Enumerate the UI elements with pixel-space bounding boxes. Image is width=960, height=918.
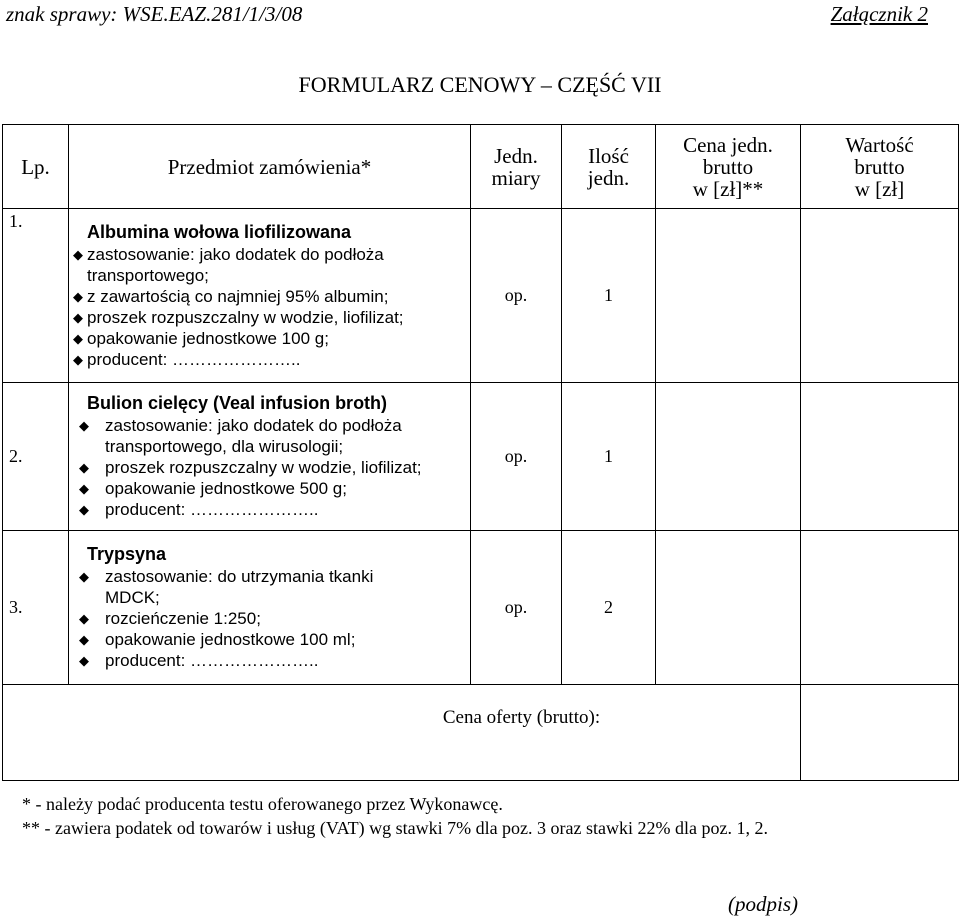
row-number: 3. (3, 531, 69, 685)
price-form-table (2, 124, 959, 781)
case-reference: znak sprawy: WSE.EAZ.281/1/3/08 (6, 2, 303, 26)
diamond-bullet-icon: ◆ (73, 351, 83, 367)
item-title: Bulion cielęcy (Veal infusion broth) (87, 393, 388, 413)
item-description (69, 209, 471, 383)
value-input-cell[interactable] (801, 209, 959, 383)
diamond-bullet-icon: ◆ (79, 418, 89, 433)
item-bullet-continuation: transportowego, dla wirusologii; (105, 437, 344, 456)
item-bullet: ◆ proszek rozpuszczalny w wodzie, liofilizat; (73, 457, 466, 478)
item-bullet: ◆ opakowanie jednostkowe 500 g; (73, 478, 466, 499)
diamond-bullet-icon: ◆ (73, 330, 83, 346)
footnote-producer: * - należy podać producenta testu oferowanego przez Wykonawcę. (22, 794, 503, 814)
diamond-bullet-icon: ◆ (79, 611, 89, 626)
item-bullet-continuation: transportowego; (87, 265, 209, 285)
col-header-value-line1: Wartość (845, 132, 914, 157)
table-row (3, 209, 959, 383)
table-row (3, 383, 959, 531)
item-bullet: ◆ rozcieńczenie 1:250; (73, 608, 466, 629)
col-header-unit-line1: Jedn. (494, 143, 538, 168)
diamond-bullet-icon: ◆ (73, 309, 83, 325)
quantity-cell: 1 (562, 209, 656, 383)
item-bullet: ◆ zastosowanie: jako dodatek do podłoża (73, 415, 466, 436)
diamond-bullet-icon: ◆ (79, 460, 89, 475)
col-header-unit-price (656, 125, 801, 209)
item-bullet-continuation: MDCK; (105, 588, 160, 607)
diamond-bullet-icon: ◆ (79, 502, 89, 517)
col-header-qty-line1: Ilość (588, 143, 629, 168)
col-header-unit (471, 125, 562, 209)
item-bullet: ◆ opakowanie jednostkowe 100 g; (73, 328, 329, 348)
diamond-bullet-icon: ◆ (73, 288, 83, 304)
item-title: Trypsyna (87, 544, 167, 564)
unit-cell: op. (471, 383, 562, 531)
item-bullet: ◆ producent: ………………….. (73, 349, 301, 369)
diamond-bullet-icon: ◆ (73, 246, 83, 262)
quantity-cell: 2 (562, 531, 656, 685)
quantity-cell: 1 (562, 383, 656, 531)
row-number: 2. (3, 383, 69, 531)
col-header-value-line2: brutto (854, 154, 905, 179)
item-bullet: ◆ opakowanie jednostkowe 100 ml; (73, 629, 466, 650)
row-number: 1. (3, 209, 69, 383)
col-header-unit-line2: miary (491, 165, 541, 190)
unit-cell: op. (471, 531, 562, 685)
col-header-subject: Przedmiot zamówienia* (69, 125, 471, 209)
item-title: Albumina wołowa liofilizowana (87, 221, 352, 242)
total-value-input-cell[interactable] (801, 685, 959, 781)
unit-price-input-cell[interactable] (656, 531, 801, 685)
item-bullet: ◆ producent: ………………….. (73, 650, 466, 671)
col-header-price-line1: Cena jedn. (683, 132, 773, 157)
unit-cell: op. (471, 209, 562, 383)
table-header-row (3, 125, 959, 209)
value-input-cell[interactable] (801, 531, 959, 685)
col-header-price-line2: brutto (702, 154, 754, 179)
total-row (3, 685, 959, 781)
col-header-price-line3: w [zł]** (692, 176, 764, 201)
item-bullet: ◆ z zawartością co najmniej 95% albumin; (73, 286, 389, 306)
item-bullet: ◆ zastosowanie: do utrzymania tkanki (73, 566, 466, 587)
item-bullet: ◆ producent: ………………….. (73, 499, 466, 520)
item-bullet: ◆ zastosowanie: jako dodatek do podłoża (73, 244, 384, 264)
signature-label: (podpis) (728, 892, 798, 916)
annex-label: Załącznik 2 (830, 2, 928, 26)
diamond-bullet-icon: ◆ (79, 653, 89, 668)
item-description (69, 383, 471, 531)
table-row (3, 531, 959, 685)
unit-price-input-cell[interactable] (656, 209, 801, 383)
diamond-bullet-icon: ◆ (79, 481, 89, 496)
col-header-value (801, 125, 959, 209)
diamond-bullet-icon: ◆ (79, 569, 89, 584)
footnote-vat: ** - zawiera podatek od towarów i usług (VAT) wg stawki 7% dla poz. 3 oraz stawki 22% dla poz. 1, 2. (22, 818, 768, 838)
item-description (69, 531, 471, 685)
form-title: FORMULARZ CENOWY – CZĘŚĆ VII (298, 72, 662, 97)
col-header-lp: Lp. (3, 125, 69, 209)
col-header-value-line3: w [zł] (854, 176, 905, 201)
value-input-cell[interactable] (801, 383, 959, 531)
item-bullet: ◆ proszek rozpuszczalny w wodzie, liofilizat; (73, 307, 404, 327)
col-header-qty-line2: jedn. (587, 165, 630, 190)
total-label: Cena oferty (brutto): (3, 685, 801, 781)
unit-price-input-cell[interactable] (656, 383, 801, 531)
diamond-bullet-icon: ◆ (79, 632, 89, 647)
col-header-qty (562, 125, 656, 209)
